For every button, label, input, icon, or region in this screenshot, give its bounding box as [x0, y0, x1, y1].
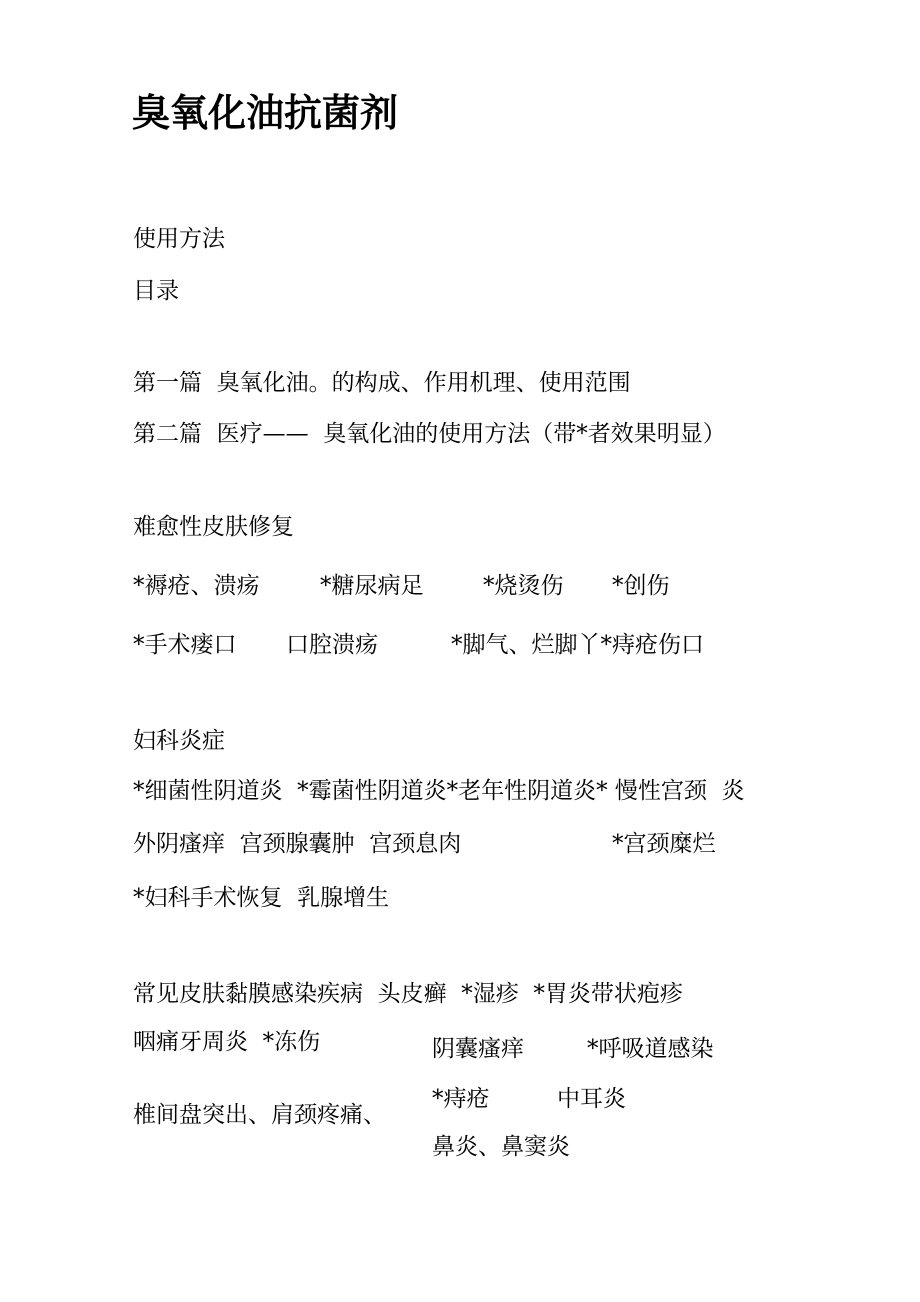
gyn-line-3: *妇科手术恢复 乳腺增生: [133, 885, 390, 911]
common-line-4: 鼻炎、鼻窦炎: [432, 1134, 570, 1160]
gyn-line-1: *细菌性阴道炎 *霉菌性阴道炎*老年性阴道炎* 慢性宫颈 炎: [133, 778, 745, 804]
skin-item: *脚气、烂脚丫*痔疮伤口: [451, 632, 704, 658]
document-title: 臭氧化油抗菌剂: [132, 90, 399, 135]
skin-item: 口腔溃疡: [286, 632, 378, 658]
gyn-section-heading: 妇科炎症: [133, 728, 225, 754]
toc-chapter-1: 第一篇 臭氧化油。的构成、作用机理、使用范围: [133, 370, 631, 396]
common-line-3: 椎间盘突出、肩颈疼痛、: [133, 1102, 386, 1128]
toc-chapter-2: 第二篇 医疗—— 臭氧化油的使用方法（带*者效果明显）: [133, 421, 726, 447]
skin-section-heading: 难愈性皮肤修复: [133, 514, 294, 540]
gyn-line-2: 外阴瘙痒 宫颈腺囊肿 宫颈息肉: [133, 831, 462, 857]
usage-heading: 使用方法: [133, 226, 225, 252]
skin-item: *创伤: [612, 573, 670, 599]
common-line-2: 咽痛牙周炎 *冻伤: [133, 1029, 321, 1055]
skin-item: *烧烫伤: [483, 573, 564, 599]
common-item: 中耳炎: [557, 1086, 626, 1112]
common-line-1: 常见皮肤黏膜感染疾病 头皮癣 *湿疹 *胃炎带状疱疹: [133, 981, 683, 1007]
common-item: *痔疮: [432, 1086, 490, 1112]
skin-item: *糖尿病足: [320, 573, 424, 599]
common-item: *呼吸道感染: [587, 1036, 714, 1062]
skin-item: *手术瘘口: [133, 632, 237, 658]
skin-item: *褥疮、溃疡: [133, 573, 260, 599]
toc-heading: 目录: [133, 278, 179, 304]
gyn-item: *宫颈糜烂: [612, 831, 716, 857]
common-item: 阴囊瘙痒: [432, 1036, 524, 1062]
